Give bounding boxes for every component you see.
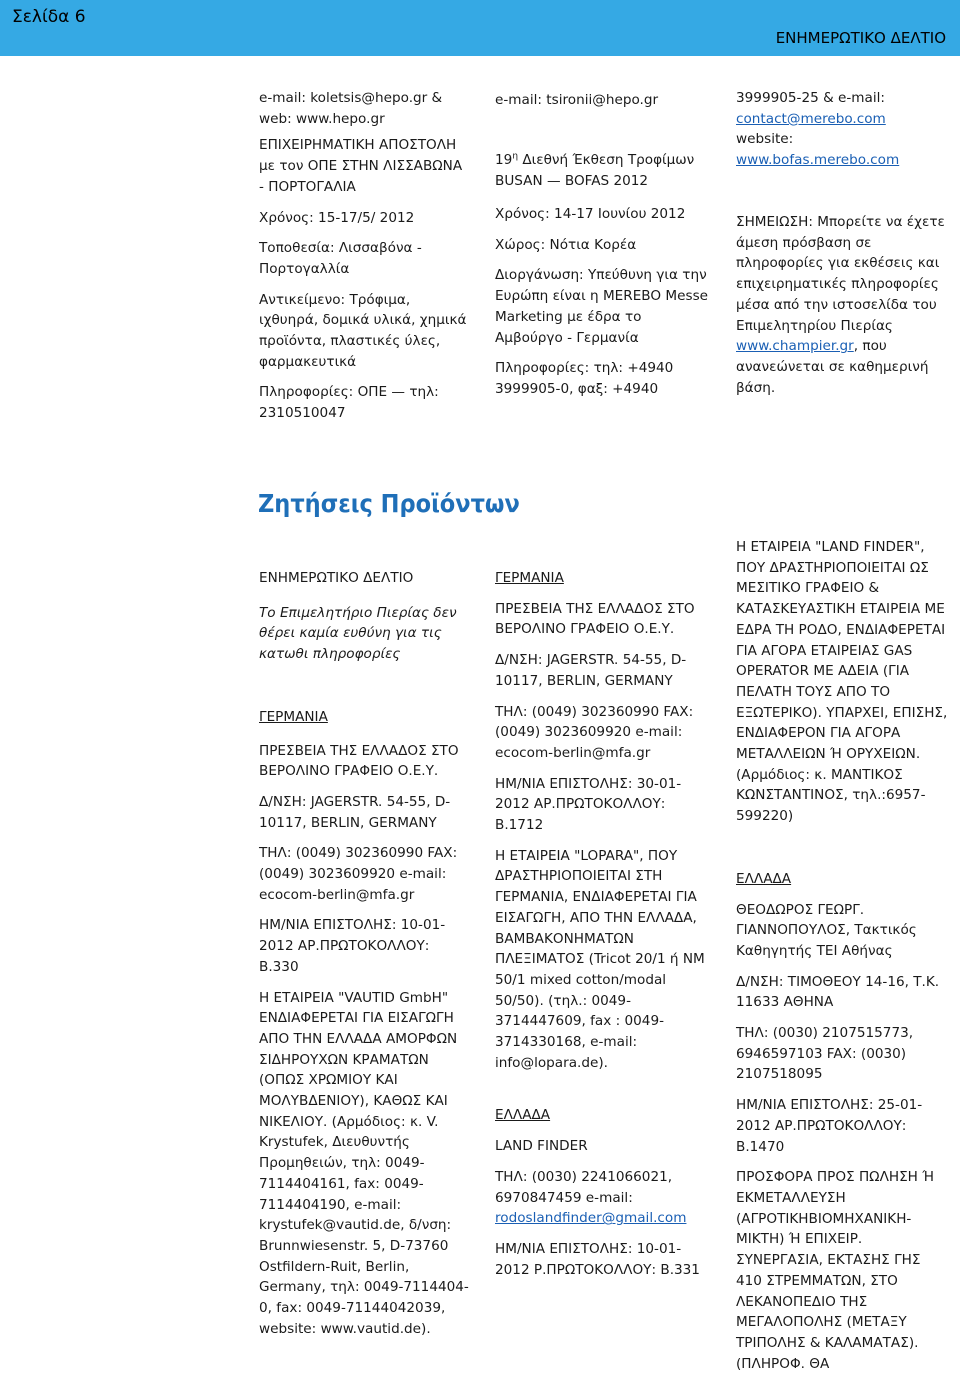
embassy-2: ΠΡΕΣΒΕΙΑ ΤΗΣ ΕΛΛΑΔΟΣ ΣΤΟ ΒΕΡΟΛΙΝΟ ΓΡΑΦΕΙΟ Ο.Ε.Υ. — [495, 600, 695, 638]
contact-web: web: www.hepo.gr — [259, 110, 385, 127]
note-text-pre: ΣΗΜΕΙΩΣΗ: Μπορείτε να έχετε άμεση πρόσβαση σε πληροφορίες για εκθέσεις και επιχειρηματικές πληροφορίες μέσα από την ιστοσελίδα του Επιμελητηρίου Πιερίας — [736, 214, 945, 334]
phone-3: ΤΗΛ: (0030) 2107515773, 6946597103 FAX: (0030) 2107518095 — [736, 1025, 914, 1083]
address-2: Δ/ΝΣΗ: JAGERSTR. 54-55, D-10117, BERLIN, GERMANY — [495, 652, 687, 689]
top-column-2 — [495, 90, 710, 397]
company-vautid: Η ΕΤΑΙΡΕΙΑ "VAUTID GmbH" ΕΝΔΙΑΦΕΡΕΤΑΙ ΓΙΑ ΕΙΣΑΓΩΓΗ ΑΠΟ ΤΗΝ ΕΛΛΑΔΑ ΑΜΟΡΦΩΝ ΣΙΔΗΡΟΥΧΩΝ ΚΡΑΜΑΤΩΝ (ΟΠΩΣ ΧΡΩΜΙΟΥ ΚΑΙ ΜΟΛΥΒΔΕΝΙΟΥ), ΚΑΘΩΣ ΚΑΙ ΝΙΚΕΛΙΟΥ. (Αρμόδιος: κ. V. Krystufek, Διευθυντής Προμηθειών, τηλ: 0049-7114404161, fax: 0049-7114404190, e-mail: krystufek@vautid.de, δ/νση: Brunnwiesenstr. 5, D-73760 Ostfildern-Ruit, Berlin, Germany, τηλ: 0049-7114404-0, fax: 0049-71144042039, website: www.vautid.de). — [259, 989, 469, 1337]
mission-date: Χρόνος: 15-17/5/ 2012 — [259, 209, 415, 226]
embassy: ΠΡΕΣΒΕΙΑ ΤΗΣ ΕΛΛΑΔΟΣ ΣΤΟ ΒΕΡΟΛΙΝΟ ΓΡΑΦΕΙΟ Ο.Ε.Υ. — [259, 742, 459, 780]
page-number: Σελίδα 6 — [12, 7, 86, 27]
exhibition-info: Πληροφορίες: τηλ: +4940 3999905-0, φαξ: +4940 — [495, 360, 674, 397]
note-text — [736, 212, 952, 398]
contact-email-2: e-mail: tsironii@hepo.gr — [495, 92, 659, 108]
exhibition-place: Χώρος: Νότια Κορέα — [495, 236, 637, 253]
bottom-column-2 — [495, 568, 713, 1290]
exhibition-number: 19 — [495, 152, 513, 168]
address: Δ/ΝΣΗ: JAGERSTR. 54-55, D-10117, BERLIN, GERMANY — [259, 793, 451, 831]
phone-landfinder: ΤΗΛ: (0030) 2241066021, 6970847459 e-mail: — [495, 1168, 673, 1206]
letter-info-landfinder: ΗΜ/ΝΙΑ ΕΠΙΣΤΟΛΗΣ: 10-01-2012 Ρ.ΠΡΩΤΟΚΟΛΛΟΥ: Β.331 — [495, 1240, 700, 1278]
exhibition-title — [495, 150, 710, 191]
exhibition-ordinal: η — [512, 151, 519, 162]
bofas-website-link[interactable]: www.bofas.merebo.com — [736, 152, 900, 169]
country-greece-2: ΕΛΛΑΔΑ — [736, 870, 792, 887]
letter-info: ΗΜ/ΝΙΑ ΕΠΙΣΤΟΛΗΣ: 10-01-2012 ΑΡ.ΠΡΩΤΟΚΟΛΛΟΥ: Β.330 — [259, 917, 446, 975]
bottom-column-3 — [736, 537, 950, 1384]
mission-subject: Αντικείμενο: Τρόφιμα, ιχθυηρά, δομικά υλικά, χημικά προϊόντα, πλαστικές ύλες, φαρμακευτικά — [259, 291, 467, 370]
merebo-email-link[interactable]: contact@merebo.com — [736, 110, 886, 127]
mission-title: ΕΠΙΧΕΙΡΗΜΑΤΙΚΗ ΑΠΟΣΤΟΛΗ με τον ΟΠΕ ΣΤΗΝ ΛΙΣΣΑΒΩΝΑ - ΠΟΡΤΟΓΑΛΙΑ — [259, 137, 463, 195]
landfinder-description: Η ΕΤΑΙΡΕΙΑ "LAND FINDER", ΠΟΥ ΔΡΑΣΤΗΡΙΟΠΟΙΕΙΤΑΙ ΩΣ ΜΕΣΙΤΙΚΟ ΓΡΑΦΕΙΟ & ΚΑΤΑΣΚΕΥΑΣΤΙΚΗ ΕΤΑΙΡΕΙΑ ΜΕ ΕΔΡΑ ΤΗ ΡΟΔΟ, ΕΝΔΙΑΦΕΡΕΤΑΙ ΓΙΑ ΑΓΟΡΑ ΕΤΑΙΡΕΙΑΣ GAS OPERATOR ΜΕ ΑΔΕΙΑ (ΓΙΑ ΠΕΛΑΤΗ ΤΟΥΣ ΑΠΟ ΤΟ ΕΞΩΤΕΡΙΚΟ). ΥΠΑΡΧΕΙ, ΕΠΙΣΗΣ, ΕΝΔΙΑΦΕΡΟΝ ΓΙΑ ΑΓΟΡΑ ΜΕΤΑΛΛΕΙΩΝ Ή ΟΡΥΧΕΙΩΝ. (Αρμόδιος: κ. ΜΑΝΤΙΚΟΣ ΚΩΝΣΤΑΝΤΙΝΟΣ, τηλ.:6957-599220) — [736, 539, 948, 825]
champier-link[interactable]: www.champier.gr — [736, 338, 854, 355]
company-lopara: Η ΕΤΑΙΡΕΙΑ "LOPARA", ΠΟΥ ΔΡΑΣΤΗΡΙΟΠΟΙΕΙΤΑΙ ΣΤΗ ΓΕΡΜΑΝΙΑ, ΕΝΔΙΑΦΕΡΕΤΑΙ ΓΙΑ ΕΙΣΑΓΩΓΗ, ΑΠΟ ΤΗΝ ΕΛΛΑΔΑ, ΒΑΜΒΑΚΟΝΗΜΑΤΩΝ ΠΛΕΞΙΜΑΤΟΣ (Tricot 20/1 ή ΝΜ 50/1 mixed cotton/modal 50/50). (τηλ.: 0049-3714447609, fax : 0049-3714330168, e-mail: info@lopara.de). — [495, 847, 705, 1071]
note-text-post: , που ανανεώνεται σε καθημερινή βάση. — [736, 338, 929, 396]
newsletter-label: ΕΝΗΜΕΡΩΤΙΚΟ ΔΕΛΤΙΟ — [259, 570, 414, 586]
bottom-column-1 — [259, 568, 472, 1350]
mission-info: Πληροφορίες: ΟΠΕ — τηλ: 2310510047 — [259, 384, 439, 422]
top-column-3 — [736, 88, 952, 396]
person: ΘΕΟΔΩΡΟΣ ΓΕΩΡΓ. ΓΙΑΝΝΟΠΟΥΛΟΣ, Τακτικός Καθηγητής ΤΕΙ Αθήνας — [736, 901, 917, 959]
contact-phone-3: 3999905-25 & e-mail: — [736, 90, 885, 106]
section-title: Ζητήσεις Προϊόντων — [258, 489, 520, 518]
phone: ΤΗΛ: (0049) 302360990 FAX: (0049) 3023609920 e-mail: ecocom-berlin@mfa.gr — [259, 845, 458, 903]
top-column-1 — [259, 88, 471, 434]
exhibition-organizer: Διοργάνωση: Υπεύθυνη για την Ευρώπη είναι η MEREBO Messe Marketing με έδρα το Αμβούργο - Γερμανία — [495, 267, 709, 346]
country-greece: ΕΛΛΑΔΑ — [495, 1107, 551, 1124]
address-3: Δ/ΝΣΗ: ΤΙΜΟΘΕΟΥ 14-16, Τ.Κ. 11633 ΑΘΗΝΑ — [736, 973, 940, 1011]
letter-info-3: ΗΜ/ΝΙΑ ΕΠΙΣΤΟΛΗΣ: 25-01-2012 ΑΡ.ΠΡΩΤΟΚΟΛΛΟΥ: Β.1470 — [736, 1097, 923, 1155]
company-landfinder: LAND FINDER — [495, 1138, 588, 1155]
exhibition-name: Διεθνή Έκθεση Τροφίμων BUSAN — BOFAS 2012 — [495, 152, 695, 189]
landfinder-email-link[interactable]: rodoslandfinder@gmail.com — [495, 1210, 687, 1227]
country-germany: ΓΕΡΜΑΝΙΑ — [259, 708, 328, 725]
page-header — [0, 0, 960, 56]
exhibition-date: Χρόνος: 14-17 Ιουνίου 2012 — [495, 206, 686, 222]
phone-2: ΤΗΛ: (0049) 302360990 FAX: (0049) 3023609920 e-mail: ecocom-berlin@mfa.gr — [495, 703, 694, 761]
website-label: website: — [736, 131, 794, 148]
disclaimer: Το Επιμελητήριο Πιερίας δεν θέρει καμία ευθύνη για τις κατωθι πληροφορίες — [259, 604, 457, 663]
land-offer: ΠΡΟΣΦΟΡΑ ΠΡΟΣ ΠΩΛΗΣΗ Ή ΕΚΜΕΤΑΛΛΕΥΣΗ (ΑΓΡΟΤΙΚΗΒΙΟΜΗΧΑΝΙΚΗ-ΜΙΚΤΗ) Ή ΕΠΙΧΕΙΡ. ΣΥΝΕΡΓΑΣΙΑ, ΕΚΤΑΣΗΣ ΓΗΣ 410 ΣΤΡΕΜΜΑΤΩΝ, ΣΤΟ ΛΕΚΑΝΟΠΕΔΙΟ ΤΗΣ ΜΕΓΑΛΟΠΟΛΗΣ (ΜΕΤΑΞΥ ΤΡΙΠΟΛΗΣ & ΚΑΛΑΜΑΤΑΣ). (ΠΛΗΡΟΦ. ΘΑ — [736, 1169, 935, 1372]
header-newsletter-title: ΕΝΗΜΕΡΩΤΙΚΟ ΔΕΛΤΙΟ — [775, 29, 946, 47]
mission-location: Τοποθεσία: Λισσαβόνα - Πορτογαλλία — [259, 240, 422, 277]
letter-info-2: ΗΜ/ΝΙΑ ΕΠΙΣΤΟΛΗΣ: 30-01-2012 ΑΡ.ΠΡΩΤΟΚΟΛΛΟΥ: Β.1712 — [495, 775, 682, 834]
country-germany-2: ΓΕΡΜΑΝΙΑ — [495, 570, 564, 586]
contact-email: e-mail: koletsis@hepo.gr & — [259, 90, 443, 106]
